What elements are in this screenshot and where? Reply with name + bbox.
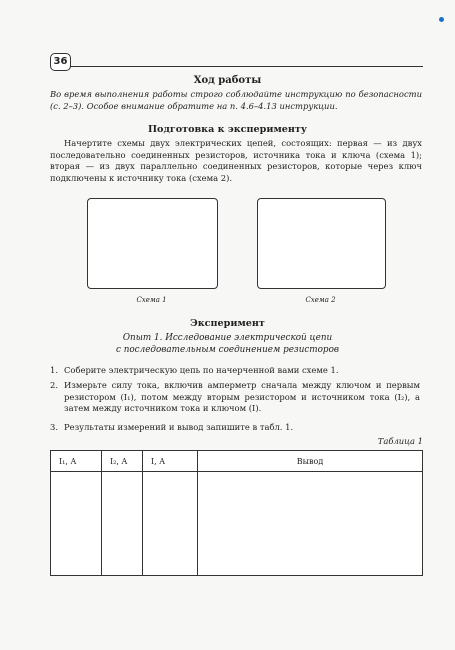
- page-number: 36: [50, 53, 71, 71]
- step-text: Соберите электрическую цепь по начерченной вами схеме 1.: [64, 365, 339, 375]
- section-heading-preparation: Подготовка к эксперименту: [148, 124, 307, 135]
- header-i: I, A: [143, 451, 198, 472]
- scheme-2-caption: Схема 2: [305, 296, 336, 304]
- cell-i-input[interactable]: [143, 472, 198, 576]
- page-title: Ход работы: [193, 75, 262, 86]
- step-item: [50, 380, 420, 415]
- header-i1: I₁, A: [51, 451, 102, 472]
- results-table: [50, 450, 423, 576]
- safety-instruction: Во время выполнения работы строго соблюдайте инструкцию по безопасности (с. 2–3). Особое внимание обратите на п. 4.6–4.13 инструкции.: [50, 89, 422, 111]
- scheme-1-caption: Схема 1: [136, 296, 167, 304]
- header-rule: [70, 66, 423, 67]
- table-row: [51, 472, 423, 576]
- header-conclusion: Вывод: [198, 451, 423, 472]
- step-text: Измерьте силу тока, включив амперметр сначала между ключом и первым резистором (I₁), потом между вторым резистором и источником тока (I₂), а затем между источником тока и ключом (I).: [64, 380, 420, 413]
- step-number: 3.: [50, 422, 58, 432]
- scheme-1-drawing-area[interactable]: [87, 198, 218, 289]
- cell-conclusion-input[interactable]: [198, 472, 423, 576]
- section-heading-experiment: Эксперимент: [190, 318, 265, 329]
- experiment-subtitle-line2: с последовательным соединением резисторов: [116, 345, 339, 355]
- scheme-2-drawing-area[interactable]: [257, 198, 386, 289]
- step-number: 2.: [50, 380, 58, 390]
- step-item: [50, 422, 420, 434]
- publisher-logo: [439, 17, 445, 22]
- step-text: Результаты измерений и вывод запишите в табл. 1.: [64, 422, 294, 432]
- table-header-row: [51, 451, 423, 472]
- logo-circle-icon: [439, 17, 444, 22]
- header-i2: I₂, A: [102, 451, 143, 472]
- experiment-subtitle-line1: Опыт 1. Исследование электрической цепи: [122, 333, 333, 343]
- step-number: 1.: [50, 365, 58, 375]
- cell-i1-input[interactable]: [51, 472, 102, 576]
- step-item: [50, 365, 420, 377]
- cell-i2-input[interactable]: [102, 472, 143, 576]
- preparation-text: Начертите схемы двух электрических цепей, состоящих: первая — из двух последовательно соединенных резисторов, источника тока и ключа (схема 1); вторая — из двух параллельно соединенных резисторов, которые через ключ подключены к источнику тока (схема 2).: [50, 138, 422, 183]
- table-caption: Таблица 1: [377, 436, 423, 446]
